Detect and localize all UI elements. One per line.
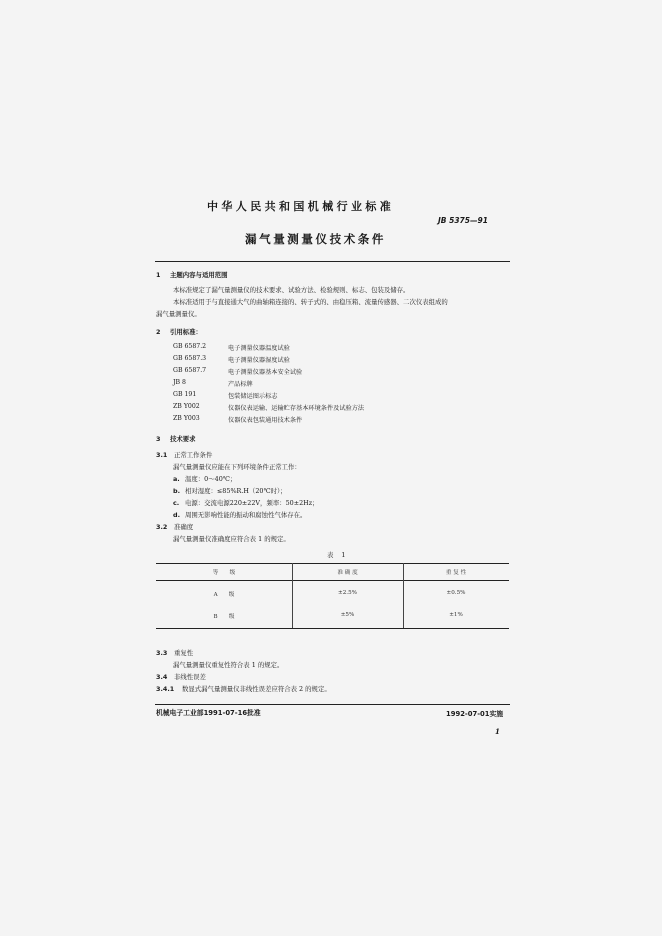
section-1-paragraph-2-line-1: 本标准适用于与直接通大气的曲轴箱连接的、转子式的、由稳压箱、流量传感器、二次仪表组成的 <box>173 298 448 306</box>
section-1-paragraph-1: 本标准规定了漏气量测量仪的技术要求、试验方法、检验规则、标志、包装及储存。 <box>173 286 410 294</box>
table-header-cell: 准 确 度 <box>337 570 358 576</box>
subsection-number: 3.4 <box>156 673 168 681</box>
subsection-3-1-heading <box>156 450 212 459</box>
table-header-cell: 等 级 <box>212 570 236 576</box>
subsection-3-3-text: 漏气量测量仪重复性符合表 1 的规定。 <box>173 661 284 669</box>
condition-item <box>173 486 287 495</box>
section-1-paragraph-2-line-2: 漏气量测量仪。 <box>156 310 201 318</box>
section-3-heading <box>156 434 196 443</box>
subsection-title: 重复性 <box>174 649 194 657</box>
condition-item <box>173 498 318 507</box>
table-cell: A 级 <box>213 592 235 598</box>
ref-code: ZB Y003 <box>173 415 200 422</box>
ref-title: 电子测量仪器湿度试验 <box>228 357 290 364</box>
item-text: 温度：0～40℃； <box>185 475 237 483</box>
table-header-divider <box>156 580 509 581</box>
section-number: 3 <box>156 435 161 443</box>
section-title: 引用标准： <box>170 328 202 336</box>
condition-item <box>173 510 306 519</box>
subsection-title: 非线性误差 <box>174 673 206 681</box>
item-label: b. <box>173 487 181 495</box>
subsection-3-4-1 <box>156 684 331 693</box>
table-cell: ±0.5% <box>446 590 466 596</box>
standard-organization: 中华人民共和国机械行业标准 <box>207 200 395 213</box>
subsection-3-2-text: 漏气量测量仪准确度应符合表 1 的规定。 <box>173 535 290 543</box>
section-2-heading <box>156 327 202 336</box>
ref-code: GB 6587.2 <box>173 343 207 350</box>
item-text: 周围无影响性能的振动和腐蚀性气体存在。 <box>185 511 307 519</box>
section-title: 主题内容与适用范围 <box>170 271 228 279</box>
standard-code: JB 5375—91 <box>438 216 488 225</box>
section-number: 1 <box>156 271 161 279</box>
ref-code: GB 6587.7 <box>173 367 207 374</box>
subsection-3-2-heading <box>156 522 193 531</box>
subsection-number: 3.2 <box>156 523 168 531</box>
item-text: 电源：交流电源220±22V，频率：50±2Hz； <box>185 499 319 507</box>
subsection-number: 3.1 <box>156 451 168 459</box>
header-divider <box>155 261 510 262</box>
subsection-title: 准确度 <box>174 523 194 531</box>
table-cell: ±2.5% <box>338 590 357 596</box>
subsection-3-1-intro: 漏气量测量仪应能在下列环境条件正常工作： <box>173 463 301 471</box>
subsection-3-3-heading <box>156 648 193 657</box>
ref-code: GB 191 <box>173 391 197 398</box>
page-number: 1 <box>495 727 500 736</box>
ref-title: 仪器仪表运输、运输贮存基本环境条件及试验方法 <box>228 405 365 412</box>
ref-title: 仪器仪表包装通用技术条件 <box>228 417 303 424</box>
table-header-cell: 重 复 性 <box>445 570 467 576</box>
ref-title: 产品标牌 <box>228 381 253 388</box>
item-text: 相对湿度：≤85%R.H（20℃时）； <box>185 487 287 495</box>
subsection-title: 正常工作条件 <box>174 451 213 459</box>
condition-item <box>173 474 236 483</box>
subsection-text: 数显式漏气量测量仪非线性误差应符合表 2 的规定。 <box>182 685 331 693</box>
document-title: 漏气量测量仪技术条件 <box>245 232 386 246</box>
section-title: 技术要求 <box>170 435 196 443</box>
section-1-heading <box>156 270 228 279</box>
table-cell: B 级 <box>213 614 235 620</box>
implementation-date: 1992-07-01实施 <box>446 710 504 718</box>
table-bottom-border <box>156 628 509 629</box>
ref-title: 包装储运图示标志 <box>228 393 278 400</box>
table-caption: 表 1 <box>327 551 349 559</box>
table-cell: ±5% <box>340 612 355 618</box>
item-label: a. <box>173 475 180 483</box>
subsection-number: 3.3 <box>156 649 168 657</box>
approval-info: 机械电子工业部1991-07-16批准 <box>156 709 261 717</box>
ref-title: 电子测量仪器基本安全试验 <box>228 369 303 376</box>
section-number: 2 <box>156 328 161 336</box>
ref-code: GB 6587.3 <box>173 355 207 362</box>
table-cell: ±1% <box>449 612 463 618</box>
table-top-border <box>156 563 509 564</box>
subsection-3-4-heading <box>156 672 206 681</box>
subsection-number: 3.4.1 <box>156 685 175 693</box>
footer-divider <box>155 704 510 705</box>
item-label: c. <box>173 499 180 507</box>
ref-title: 电子测量仪器温度试验 <box>228 345 290 352</box>
ref-code: JB 8 <box>173 379 186 386</box>
item-label: d. <box>173 511 181 519</box>
ref-code: ZB Y002 <box>173 403 200 410</box>
